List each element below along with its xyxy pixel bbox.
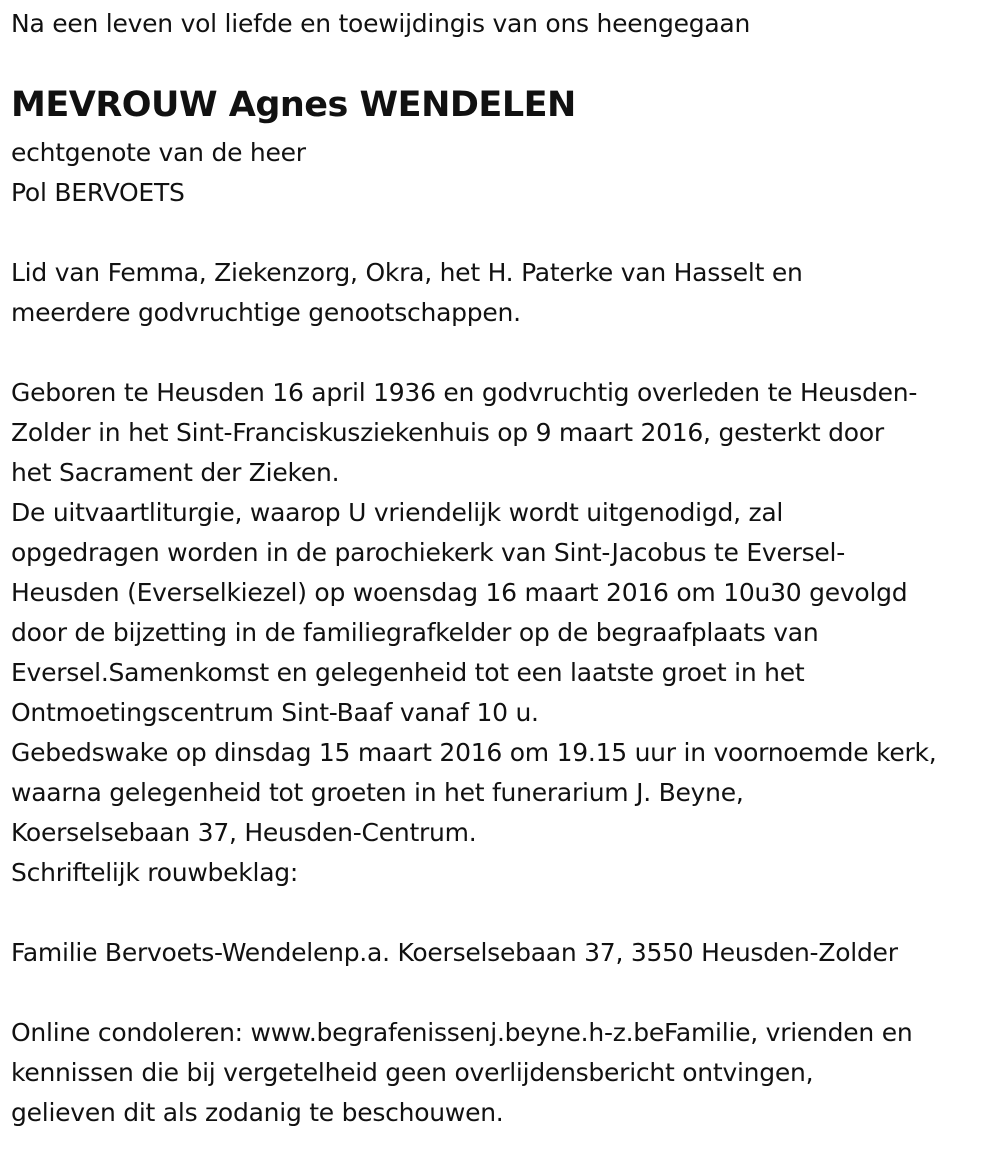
details-line-4: De uitvaartliturgie, waarop U vriendelijk wordt uitgenodigd, zal bbox=[11, 498, 784, 527]
details-line-11: waarna gelegenheid tot groeten in het funerarium J. Beyne, bbox=[11, 778, 744, 807]
details-line-10: Gebedswake op dinsdag 15 maart 2016 om 19.15 uur in voornoemde kerk, bbox=[11, 738, 937, 767]
details-line-9: Ontmoetingscentrum Sint-Baaf vanaf 10 u. bbox=[11, 698, 539, 727]
closing-line-1: Online condoleren: www.begrafenissenj.beyne.h-z.beFamilie, vrienden en bbox=[11, 1018, 913, 1047]
details-line-1: Geboren te Heusden 16 april 1936 en godvruchtig overleden te Heusden- bbox=[11, 378, 918, 407]
details-line-7: door de bijzetting in de familiegrafkelder op de begraafplaats van bbox=[11, 618, 819, 647]
details-line-12: Koerselsebaan 37, Heusden-Centrum. bbox=[11, 818, 477, 847]
intro-line: Na een leven vol liefde en toewijdingis van ons heengegaan bbox=[11, 9, 751, 38]
spouse-line-1: echtgenote van de heer bbox=[11, 138, 306, 167]
details-line-2: Zolder in het Sint-Franciskusziekenhuis op 9 maart 2016, gesterkt door bbox=[11, 418, 884, 447]
details-line-6: Heusden (Everselkiezel) op woensdag 16 maart 2016 om 10u30 gevolgd bbox=[11, 578, 908, 607]
details-line-8: Eversel.Samenkomst en gelegenheid tot een laatste groet in het bbox=[11, 658, 805, 687]
spouse-line-2: Pol BERVOETS bbox=[11, 178, 185, 207]
details-line-13: Schriftelijk rouwbeklag: bbox=[11, 858, 299, 887]
closing-line-3: gelieven dit als zodanig te beschouwen. bbox=[11, 1098, 504, 1127]
memberships-line-1: Lid van Femma, Ziekenzorg, Okra, het H. Paterke van Hasselt en bbox=[11, 258, 803, 287]
deceased-name: MEVROUW Agnes WENDELEN bbox=[11, 85, 576, 125]
closing-line-2: kennissen die bij vergetelheid geen overlijdensbericht ontvingen, bbox=[11, 1058, 814, 1087]
details-line-5: opgedragen worden in de parochiekerk van Sint-Jacobus te Eversel- bbox=[11, 538, 845, 567]
details-line-3: het Sacrament der Zieken. bbox=[11, 458, 340, 487]
family-address: Familie Bervoets-Wendelenp.a. Koerselsebaan 37, 3550 Heusden-Zolder bbox=[11, 938, 898, 967]
memberships-line-2: meerdere godvruchtige genootschappen. bbox=[11, 298, 521, 327]
